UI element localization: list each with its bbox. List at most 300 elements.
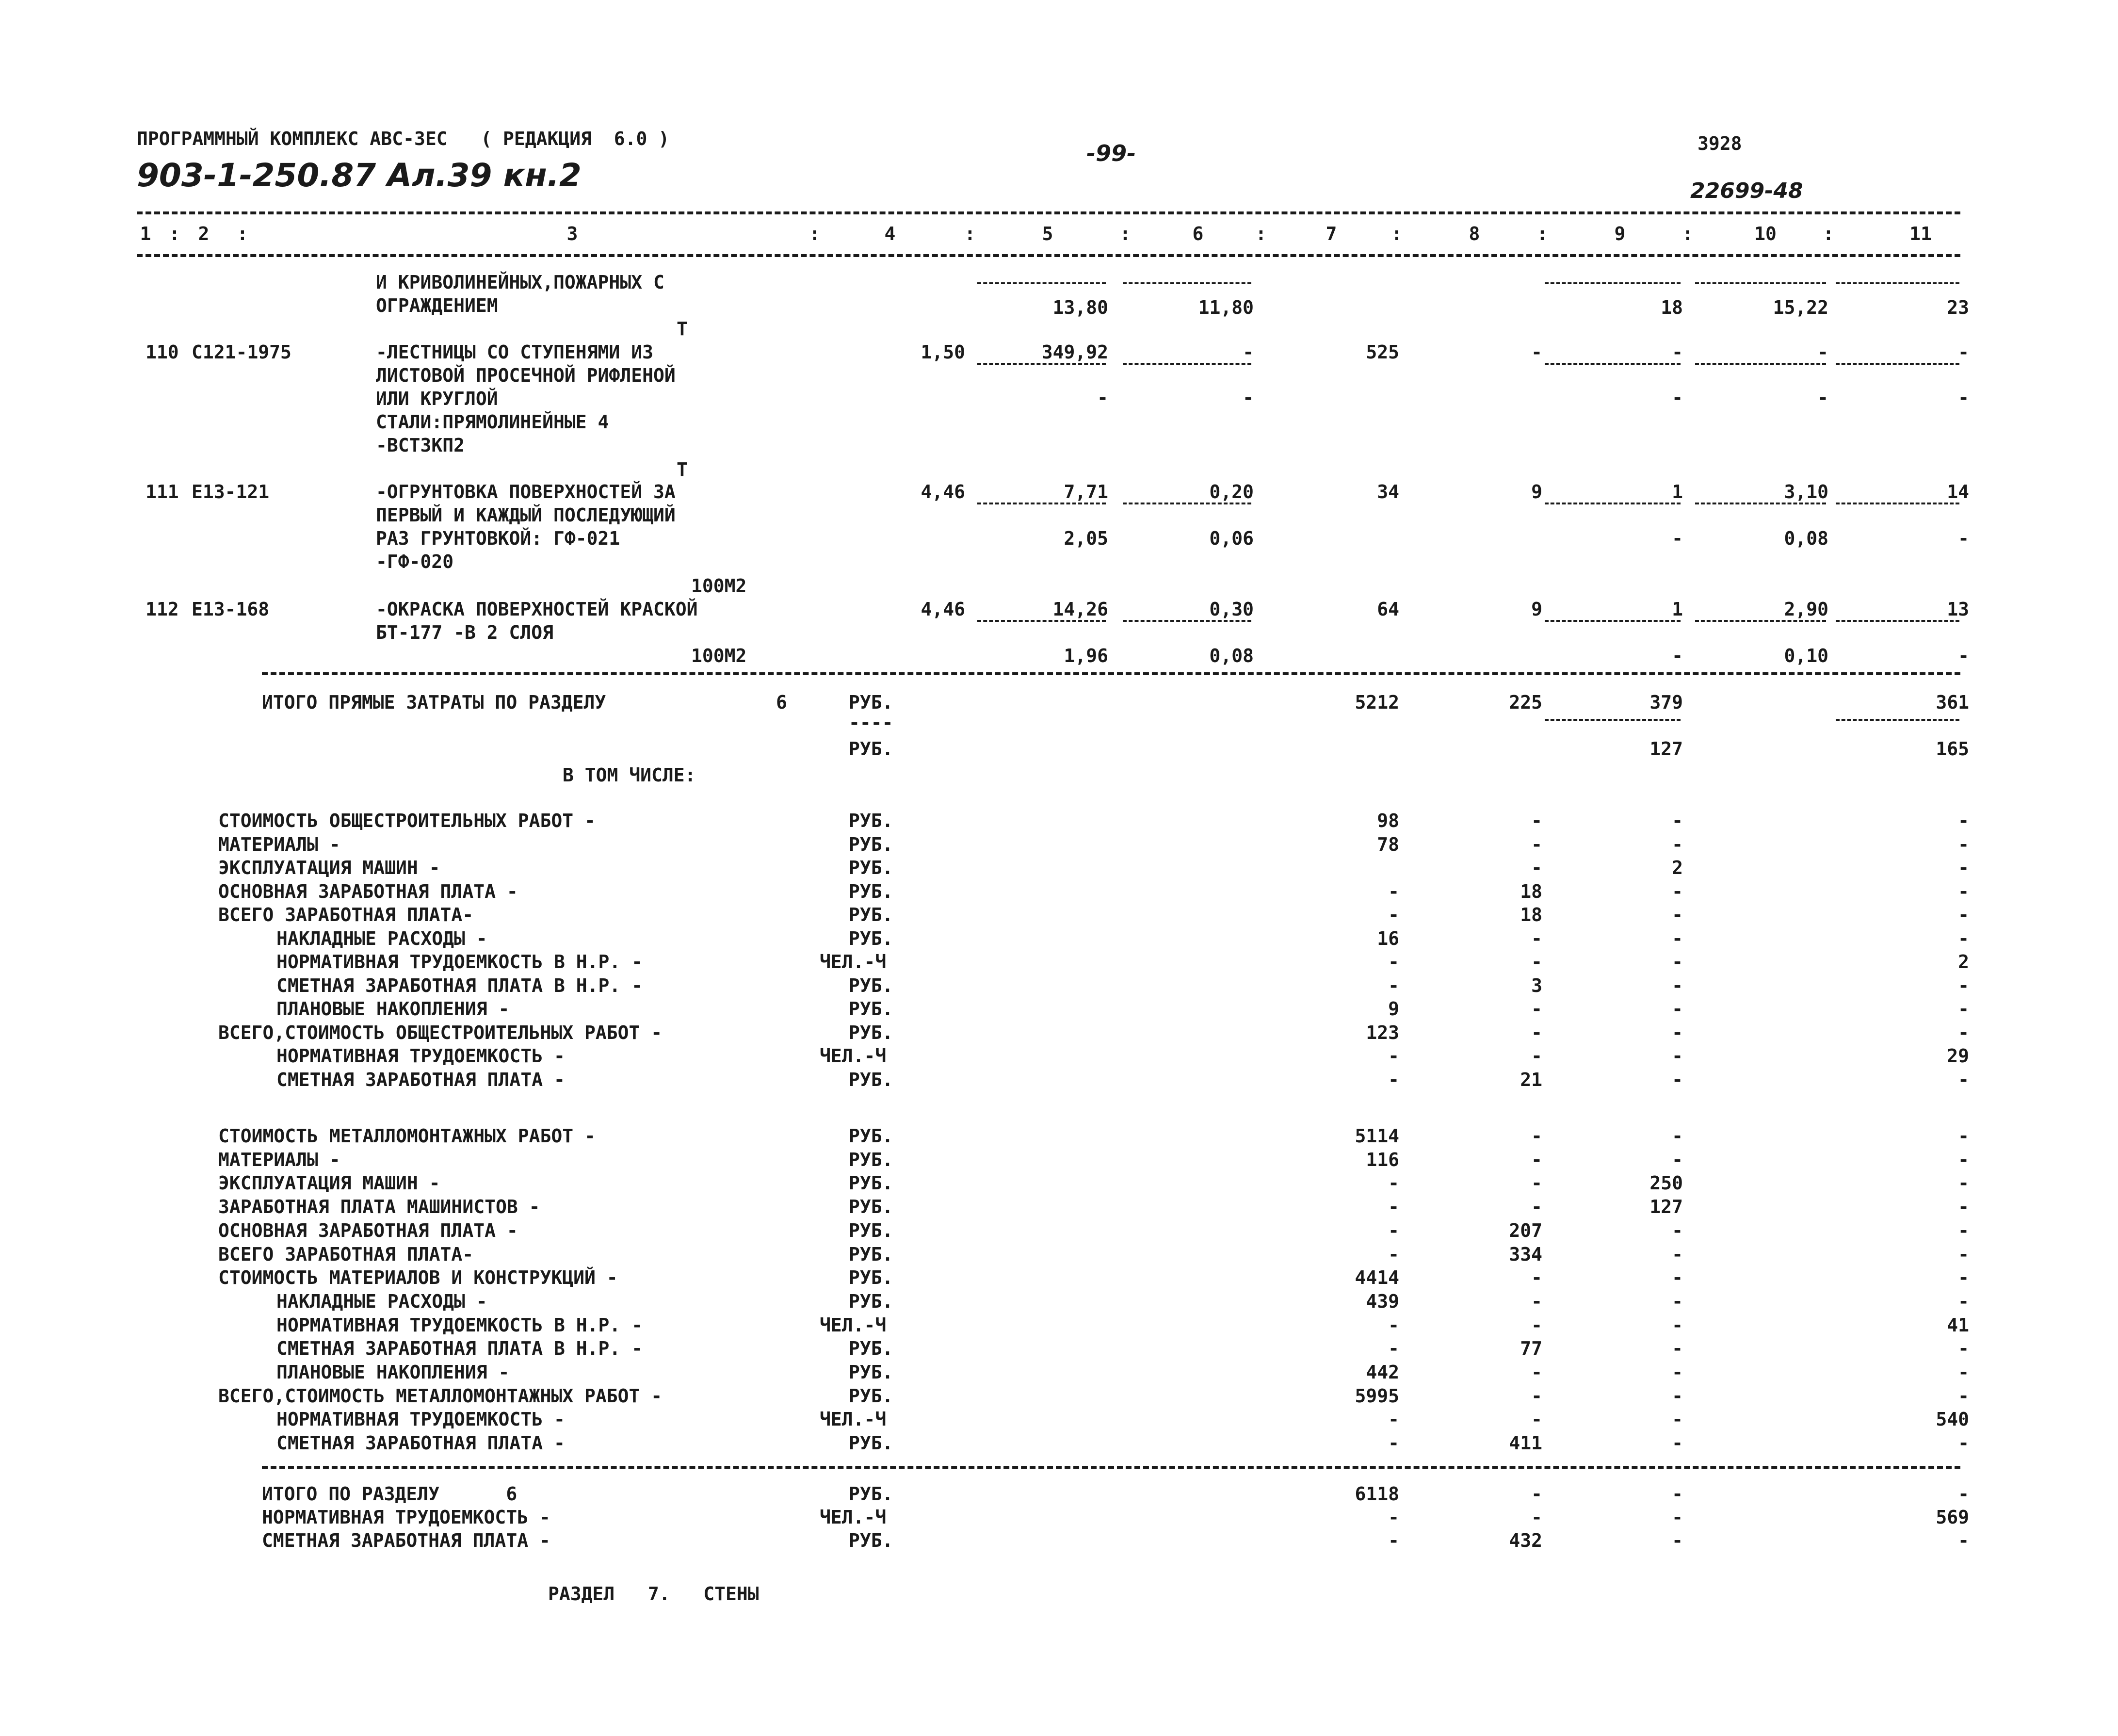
sub-rule-c9 <box>1545 620 1681 622</box>
cell-c8: - <box>1531 1149 1542 1170</box>
position-number: 112 <box>146 599 179 620</box>
cell-c8: - <box>1531 1385 1542 1407</box>
sub-rule-c9 <box>1545 363 1681 365</box>
unit-label: РУБ. <box>849 1338 893 1360</box>
cell-c5b: 2,05 <box>1064 528 1108 549</box>
column-header-9: 9 <box>1614 223 1626 244</box>
cell-c9: - <box>1672 1409 1683 1430</box>
cell-c11: - <box>1958 1530 1969 1551</box>
unit-label: РУБ. <box>849 998 893 1020</box>
unit-label: ЧЕЛ.-Ч <box>820 1507 887 1528</box>
summary-label: ЭКСПЛУАТАЦИЯ МАШИН - <box>218 857 440 878</box>
description-line: -ВСТ3КП2 <box>376 435 465 456</box>
unit-label: Т <box>677 318 688 340</box>
cell-c11b: 23 <box>1947 297 1969 318</box>
cell-c7: - <box>1388 1243 1399 1265</box>
description-line: ИЛИ КРУГЛОЙ <box>376 388 498 409</box>
cell-c7: - <box>1388 1338 1399 1360</box>
cell-c8: - <box>1531 1125 1542 1147</box>
cell-c9: - <box>1672 951 1683 973</box>
column-header-1: 1 <box>140 223 151 244</box>
cell-c9: - <box>1672 927 1683 949</box>
cell-c9: - <box>1672 341 1683 363</box>
cell-c10b: 15,22 <box>1773 297 1828 318</box>
summary-label: ОСНОВНАЯ ЗАРАБОТНАЯ ПЛАТА - <box>218 1219 518 1241</box>
cell-c9: - <box>1672 1530 1683 1551</box>
cell-c9b: - <box>1672 387 1683 408</box>
sub-rule-c6 <box>1123 503 1251 504</box>
sub-rule-c10 <box>1695 503 1826 504</box>
sub-rule-c10 <box>1695 282 1826 284</box>
unit-label: 100М2 <box>691 645 747 666</box>
inventory-number: 22699-48 <box>1690 178 1803 203</box>
column-separator: : <box>1119 223 1131 244</box>
next-section-heading: РАЗДЕЛ 7. СТЕНЫ <box>548 1583 759 1605</box>
cell-c7: 78 <box>1377 833 1399 855</box>
sub-rule-c5 <box>977 503 1106 504</box>
rate-code: Е13-121 <box>192 481 270 503</box>
cell-c8: 9 <box>1531 599 1542 620</box>
cell-c6: 0,30 <box>1209 599 1254 620</box>
including-label: В ТОМ ЧИСЛЕ: <box>563 764 696 786</box>
cell-c11: - <box>1958 1267 1969 1289</box>
cell-c8: 77 <box>1520 1338 1542 1360</box>
summary-label: ЭКСПЛУАТАЦИЯ МАШИН - <box>218 1172 440 1194</box>
description-line: СТАЛИ:ПРЯМОЛИНЕЙНЫЕ 4 <box>376 411 609 433</box>
cell-c9b: - <box>1672 645 1683 666</box>
description-line: -ОГРУНТОВКА ПОВЕРХНОСТЕЙ ЗА <box>376 481 676 503</box>
cell-c9: - <box>1672 1483 1683 1505</box>
summary-label: СМЕТНАЯ ЗАРАБОТНАЯ ПЛАТА В Н.Р. - <box>276 1338 643 1360</box>
cell-c8: 334 <box>1509 1243 1542 1265</box>
cell-c8: - <box>1531 951 1542 973</box>
unit-label: РУБ. <box>849 810 893 831</box>
cell-c6: 0,20 <box>1209 481 1254 503</box>
sub-rule-c6 <box>1123 363 1251 365</box>
description-line: РАЗ ГРУНТОВКОЙ: ГФ-021 <box>376 528 620 549</box>
cell-c11: - <box>1958 1149 1969 1170</box>
cell-c8: 3 <box>1531 974 1542 996</box>
unit-dashes: ---- <box>849 712 893 733</box>
cell-c11: - <box>1958 927 1969 949</box>
rate-code: Е13-168 <box>192 599 270 620</box>
unit-label: РУБ. <box>849 738 893 760</box>
summary-label: ВСЕГО,СТОИМОСТЬ МЕТАЛЛОМОНТАЖНЫХ РАБОТ - <box>218 1385 663 1407</box>
position-number: 111 <box>146 481 179 503</box>
summary-label: НАКЛАДНЫЕ РАСХОДЫ - <box>276 927 487 949</box>
summary-label: НОРМАТИВНАЯ ТРУДОЕМКОСТЬ В Н.Р. - <box>276 1314 643 1336</box>
column-separator: : <box>1536 223 1548 244</box>
cell-c9: - <box>1672 1125 1683 1147</box>
summary-label: МАТЕРИАЛЫ - <box>218 833 340 855</box>
unit-label: РУБ. <box>849 1243 893 1265</box>
document-code: 903-1-250.87 Ал.39 кн.2 <box>137 157 582 194</box>
cell-c7: - <box>1388 1507 1399 1528</box>
cell-c11: 41 <box>1947 1314 1969 1336</box>
unit-label: РУБ. <box>849 1196 893 1218</box>
cell-c10: - <box>1817 341 1828 363</box>
sub-rule-c5 <box>977 363 1106 365</box>
cell-c6b: 0,06 <box>1209 528 1254 549</box>
cell-c8: - <box>1531 927 1542 949</box>
column-header-8: 8 <box>1469 223 1480 244</box>
cell-c9: - <box>1672 1267 1683 1289</box>
cell-c7: - <box>1388 974 1399 996</box>
summary-label: НАКЛАДНЫЕ РАСХОДЫ - <box>276 1290 487 1312</box>
cell-c11: - <box>1958 974 1969 996</box>
cell-c7: - <box>1388 951 1399 973</box>
cell-qty: 4,46 <box>921 481 965 503</box>
cell-c11: - <box>1958 1385 1969 1407</box>
summary-label: МАТЕРИАЛЫ - <box>218 1149 340 1170</box>
cell-c11: - <box>1958 1022 1969 1043</box>
cell-c6b: 11,80 <box>1198 297 1254 318</box>
cell-c8: - <box>1531 1409 1542 1430</box>
cell-c11: - <box>1958 1219 1969 1241</box>
unit-label: 100М2 <box>691 575 747 597</box>
header-rule-top <box>137 211 1960 214</box>
cell-c7: 5114 <box>1355 1125 1399 1147</box>
cell-c11b: - <box>1958 645 1969 666</box>
unit-label: РУБ. <box>849 927 893 949</box>
column-header-6: 6 <box>1192 223 1204 244</box>
cell-c11: - <box>1958 1196 1969 1218</box>
cell-c7: 6118 <box>1355 1483 1399 1505</box>
cell-c7: 9 <box>1388 998 1399 1020</box>
cell-c11: - <box>1958 857 1969 878</box>
cell-c7: - <box>1388 1069 1399 1090</box>
summary-label: СМЕТНАЯ ЗАРАБОТНАЯ ПЛАТА - <box>276 1432 565 1454</box>
unit-label: РУБ. <box>849 1290 893 1312</box>
cell-c7: 16 <box>1377 927 1399 949</box>
unit-label: РУБ. <box>849 1172 893 1194</box>
cell-c8: - <box>1531 1314 1542 1336</box>
unit-label: РУБ. <box>849 904 893 925</box>
cell-c7: - <box>1388 1196 1399 1218</box>
cell-c7: - <box>1388 1172 1399 1194</box>
cell-c7: 5212 <box>1355 692 1399 713</box>
column-separator: : <box>809 223 821 244</box>
cell-c11: - <box>1958 341 1969 363</box>
cell-c11: 13 <box>1947 599 1969 620</box>
cell-c9: - <box>1672 1290 1683 1312</box>
cell-c11: - <box>1958 1125 1969 1147</box>
column-header-3: 3 <box>566 223 578 244</box>
cell-c7: 5995 <box>1355 1385 1399 1407</box>
unit-label: РУБ. <box>849 857 893 878</box>
cell-c11: 2 <box>1958 951 1969 973</box>
unit-label: РУБ. <box>849 1149 893 1170</box>
cell-c9: - <box>1672 1432 1683 1454</box>
cell-c9: 127 <box>1649 1196 1683 1218</box>
cell-c5: 7,71 <box>1064 481 1108 503</box>
cell-c11: - <box>1958 1069 1969 1090</box>
unit-label: ЧЕЛ.-Ч <box>820 1409 887 1430</box>
column-separator: : <box>1823 223 1834 244</box>
cell-c7: - <box>1388 904 1399 925</box>
summary-label: НОРМАТИВНАЯ ТРУДОЕМКОСТЬ В Н.Р. - <box>276 951 643 973</box>
cell-c8: 9 <box>1531 481 1542 503</box>
cell-c11: - <box>1958 1338 1969 1360</box>
cell-c11: - <box>1958 1483 1969 1505</box>
column-header-2: 2 <box>198 223 210 244</box>
unit-label: РУБ. <box>849 1069 893 1090</box>
cell-c8: - <box>1531 810 1542 831</box>
sub-rule-c6 <box>1123 620 1251 622</box>
cell-c11: 569 <box>1936 1507 1969 1528</box>
summary-label: ПЛАНОВЫЕ НАКОПЛЕНИЯ - <box>276 998 510 1020</box>
column-separator: : <box>1682 223 1694 244</box>
cell-c8: 18 <box>1520 880 1542 902</box>
cell-c7: - <box>1388 1219 1399 1241</box>
cell-c9: 1 <box>1672 599 1683 620</box>
sheet-id: 3928 <box>1698 133 1742 154</box>
cell-c11: - <box>1958 998 1969 1020</box>
cell-c11b: - <box>1958 387 1969 408</box>
description-line: ОГРАЖДЕНИЕМ <box>376 295 498 316</box>
cell-c9: - <box>1672 1507 1683 1528</box>
cell-c10: 3,10 <box>1784 481 1828 503</box>
cell-c7: - <box>1388 1314 1399 1336</box>
sub-rule-c11 <box>1836 363 1959 365</box>
summary-label: СМЕТНАЯ ЗАРАБОТНАЯ ПЛАТА В Н.Р. - <box>276 974 643 996</box>
cell-c9: 250 <box>1649 1172 1683 1194</box>
sub-rule-c11 <box>1836 282 1959 284</box>
cell-c8: 225 <box>1509 692 1542 713</box>
sub-rule-c10 <box>1695 620 1826 622</box>
summary-label: СМЕТНАЯ ЗАРАБОТНАЯ ПЛАТА - <box>276 1069 565 1090</box>
cell-c11: - <box>1958 1362 1969 1383</box>
cell-c7: 123 <box>1366 1022 1399 1043</box>
cell-c11: 14 <box>1947 481 1969 503</box>
position-number: 110 <box>146 341 179 363</box>
summary-label: СТОИМОСТЬ МАТЕРИАЛОВ И КОНСТРУКЦИЙ - <box>218 1267 618 1289</box>
unit-label: РУБ. <box>849 1385 893 1407</box>
column-separator: : <box>964 223 976 244</box>
cell-c6b: - <box>1243 387 1254 408</box>
summary-label: СТОИМОСТЬ МЕТАЛЛОМОНТАЖНЫХ РАБОТ - <box>218 1125 596 1147</box>
cell-c9: - <box>1672 1045 1683 1067</box>
cell-c7: 64 <box>1377 599 1399 620</box>
cell-c8: - <box>1531 833 1542 855</box>
unit-label: РУБ. <box>849 1483 893 1505</box>
description-line: ЛИСТОВОЙ ПРОСЕЧНОЙ РИФЛЕНОЙ <box>376 365 676 386</box>
cell-c9: - <box>1672 1149 1683 1170</box>
cell-c8: - <box>1531 1507 1542 1528</box>
cell-c7: - <box>1388 880 1399 902</box>
cell-c8: 18 <box>1520 904 1542 925</box>
cell-c7: - <box>1388 1045 1399 1067</box>
summary-label: СТОИМОСТЬ ОБЩЕСТРОИТЕЛЬНЫХ РАБОТ - <box>218 810 596 831</box>
cell-c9: - <box>1672 974 1683 996</box>
description-line: -ЛЕСТНИЦЫ СО СТУПЕНЯМИ ИЗ <box>376 341 653 363</box>
cell-c11: 29 <box>1947 1045 1969 1067</box>
column-header-4: 4 <box>884 223 896 244</box>
cell-c5b: 1,96 <box>1064 645 1108 666</box>
cell-c9: - <box>1672 1243 1683 1265</box>
summary-label: ВСЕГО,СТОИМОСТЬ ОБЩЕСТРОИТЕЛЬНЫХ РАБОТ - <box>218 1022 663 1043</box>
cell-c8: - <box>1531 341 1542 363</box>
section-number: 6 <box>776 692 787 713</box>
cell-c10b: 0,10 <box>1784 645 1828 666</box>
column-separator: : <box>237 223 248 244</box>
cell-c9: - <box>1672 1338 1683 1360</box>
unit-label: ЧЕЛ.-Ч <box>820 1314 887 1336</box>
header-rule-bottom <box>137 254 1960 257</box>
cell-c9: - <box>1672 1314 1683 1336</box>
unit-label: РУБ. <box>849 1362 893 1383</box>
cell-c7: 442 <box>1366 1362 1399 1383</box>
description-line: -ОКРАСКА ПОВЕРХНОСТЕЙ КРАСКОЙ <box>376 599 698 620</box>
sub-rule-c11 <box>1836 503 1959 504</box>
unit-label: Т <box>677 459 688 480</box>
cell-c9b: 127 <box>1649 738 1683 760</box>
cell-c9: - <box>1672 833 1683 855</box>
cell-c11: 540 <box>1936 1409 1969 1430</box>
page-number: -99- <box>1086 140 1136 166</box>
sub-rule-c11 <box>1836 620 1959 622</box>
column-header-10: 10 <box>1754 223 1777 244</box>
cell-c9: - <box>1672 810 1683 831</box>
cell-c11: 361 <box>1936 692 1969 713</box>
cell-c11: - <box>1958 810 1969 831</box>
cell-c9: - <box>1672 1219 1683 1241</box>
cell-c7: 4414 <box>1355 1267 1399 1289</box>
rate-code: С121-1975 <box>192 341 291 363</box>
sub-rule-c5 <box>977 282 1106 284</box>
description-line: -ГФ-020 <box>376 551 454 572</box>
unit-label: РУБ. <box>849 1267 893 1289</box>
cell-c5: 14,26 <box>1052 599 1108 620</box>
cell-qty: 1,50 <box>921 341 965 363</box>
cell-c8: 21 <box>1520 1069 1542 1090</box>
cell-c9: - <box>1672 880 1683 902</box>
cell-c9: 2 <box>1672 857 1683 878</box>
cell-c10b: - <box>1817 387 1828 408</box>
column-header-7: 7 <box>1326 223 1337 244</box>
cell-c9: 379 <box>1649 692 1683 713</box>
cell-c8: 207 <box>1509 1219 1542 1241</box>
summary-label: ОСНОВНАЯ ЗАРАБОТНАЯ ПЛАТА - <box>218 880 518 902</box>
unit-label: РУБ. <box>849 974 893 996</box>
cell-c7: 98 <box>1377 810 1399 831</box>
cell-c11: - <box>1958 1172 1969 1194</box>
cell-c8: - <box>1531 857 1542 878</box>
summary-label: ПЛАНОВЫЕ НАКОПЛЕНИЯ - <box>276 1362 510 1383</box>
unit-label: ЧЕЛ.-Ч <box>820 951 887 973</box>
cell-c9: - <box>1672 1022 1683 1043</box>
unit-label: РУБ. <box>849 1125 893 1147</box>
cell-c9: - <box>1672 1362 1683 1383</box>
cell-c8: - <box>1531 1172 1542 1194</box>
summary-label: НОРМАТИВНАЯ ТРУДОЕМКОСТЬ - <box>276 1045 565 1067</box>
total-label: СМЕТНАЯ ЗАРАБОТНАЯ ПЛАТА - <box>262 1530 550 1551</box>
summary-label: НОРМАТИВНАЯ ТРУДОЕМКОСТЬ - <box>276 1409 565 1430</box>
sub-rule-c5 <box>977 620 1106 622</box>
cell-c6: - <box>1243 341 1254 363</box>
summary-label: ЗАРАБОТНАЯ ПЛАТА МАШИНИСТОВ - <box>218 1196 540 1218</box>
unit-label: РУБ. <box>849 1022 893 1043</box>
column-header-11: 11 <box>1909 223 1932 244</box>
cell-c7: 34 <box>1377 481 1399 503</box>
description-line: И КРИВОЛИНЕЙНЫХ,ПОЖАРНЫХ С <box>376 272 664 293</box>
description-line: БТ-177 -В 2 СЛОЯ <box>376 622 554 643</box>
program-header: ПРОГРАММНЫЙ КОМПЛЕКС АВС-3ЕС ( РЕДАКЦИЯ 6.0 ) <box>137 128 670 149</box>
sub-rule-c9 <box>1545 719 1681 721</box>
cell-c9b: 18 <box>1661 297 1683 318</box>
cell-c11: - <box>1958 880 1969 902</box>
cell-c7: - <box>1388 1409 1399 1430</box>
cell-c10: 2,90 <box>1784 599 1828 620</box>
sub-rule-c9 <box>1545 282 1681 284</box>
section-rule <box>262 672 1960 675</box>
cell-c6b: 0,08 <box>1209 645 1254 666</box>
sub-rule-c6 <box>1123 282 1251 284</box>
cell-c11: - <box>1958 1243 1969 1265</box>
total-label: НОРМАТИВНАЯ ТРУДОЕМКОСТЬ - <box>262 1507 550 1528</box>
sub-rule-c11 <box>1836 719 1959 721</box>
cell-c9b: - <box>1672 528 1683 549</box>
cell-c11: - <box>1958 833 1969 855</box>
cell-c10b: 0,08 <box>1784 528 1828 549</box>
cell-c11b: 165 <box>1936 738 1969 760</box>
column-separator: : <box>1391 223 1403 244</box>
cell-qty: 4,46 <box>921 599 965 620</box>
summary-label: ВСЕГО ЗАРАБОТНАЯ ПЛАТА- <box>218 1243 474 1265</box>
column-separator: : <box>169 223 180 244</box>
unit-label: РУБ. <box>849 1530 893 1551</box>
unit-label: РУБ. <box>849 1432 893 1454</box>
cell-c8: - <box>1531 998 1542 1020</box>
cell-c5: 349,92 <box>1041 341 1108 363</box>
cell-c8: - <box>1531 1290 1542 1312</box>
cell-c8: 411 <box>1509 1432 1542 1454</box>
cell-c8: - <box>1531 1045 1542 1067</box>
description-line: ПЕРВЫЙ И КАЖДЫЙ ПОСЛЕДУЮЩИЙ <box>376 504 676 526</box>
cell-c9: 1 <box>1672 481 1683 503</box>
cell-c11: - <box>1958 1432 1969 1454</box>
unit-label: РУБ. <box>849 880 893 902</box>
cell-c7: - <box>1388 1530 1399 1551</box>
cell-c8: - <box>1531 1267 1542 1289</box>
cell-c9: - <box>1672 1069 1683 1090</box>
cell-c5b: - <box>1097 387 1108 408</box>
total-rule <box>262 1466 1960 1469</box>
cell-c8: - <box>1531 1022 1542 1043</box>
cell-c11b: - <box>1958 528 1969 549</box>
sub-rule-c10 <box>1695 363 1826 365</box>
summary-label: ВСЕГО ЗАРАБОТНАЯ ПЛАТА- <box>218 904 474 925</box>
column-separator: : <box>1255 223 1267 244</box>
unit-label: ЧЕЛ.-Ч <box>820 1045 887 1067</box>
total-label: ИТОГО ПО РАЗДЕЛУ 6 <box>262 1483 517 1505</box>
unit-label: РУБ. <box>849 1219 893 1241</box>
column-header-5: 5 <box>1042 223 1053 244</box>
cell-c11: - <box>1958 904 1969 925</box>
cell-c7: 525 <box>1366 341 1399 363</box>
cell-c8: - <box>1531 1483 1542 1505</box>
cell-c11: - <box>1958 1290 1969 1312</box>
unit-label: РУБ. <box>849 692 893 713</box>
cell-c7: 439 <box>1366 1290 1399 1312</box>
sub-rule-c9 <box>1545 503 1681 504</box>
unit-label: РУБ. <box>849 833 893 855</box>
cell-c7: 116 <box>1366 1149 1399 1170</box>
cell-c7: - <box>1388 1432 1399 1454</box>
cell-c9: - <box>1672 1385 1683 1407</box>
cell-c8: - <box>1531 1196 1542 1218</box>
cell-c9: - <box>1672 904 1683 925</box>
